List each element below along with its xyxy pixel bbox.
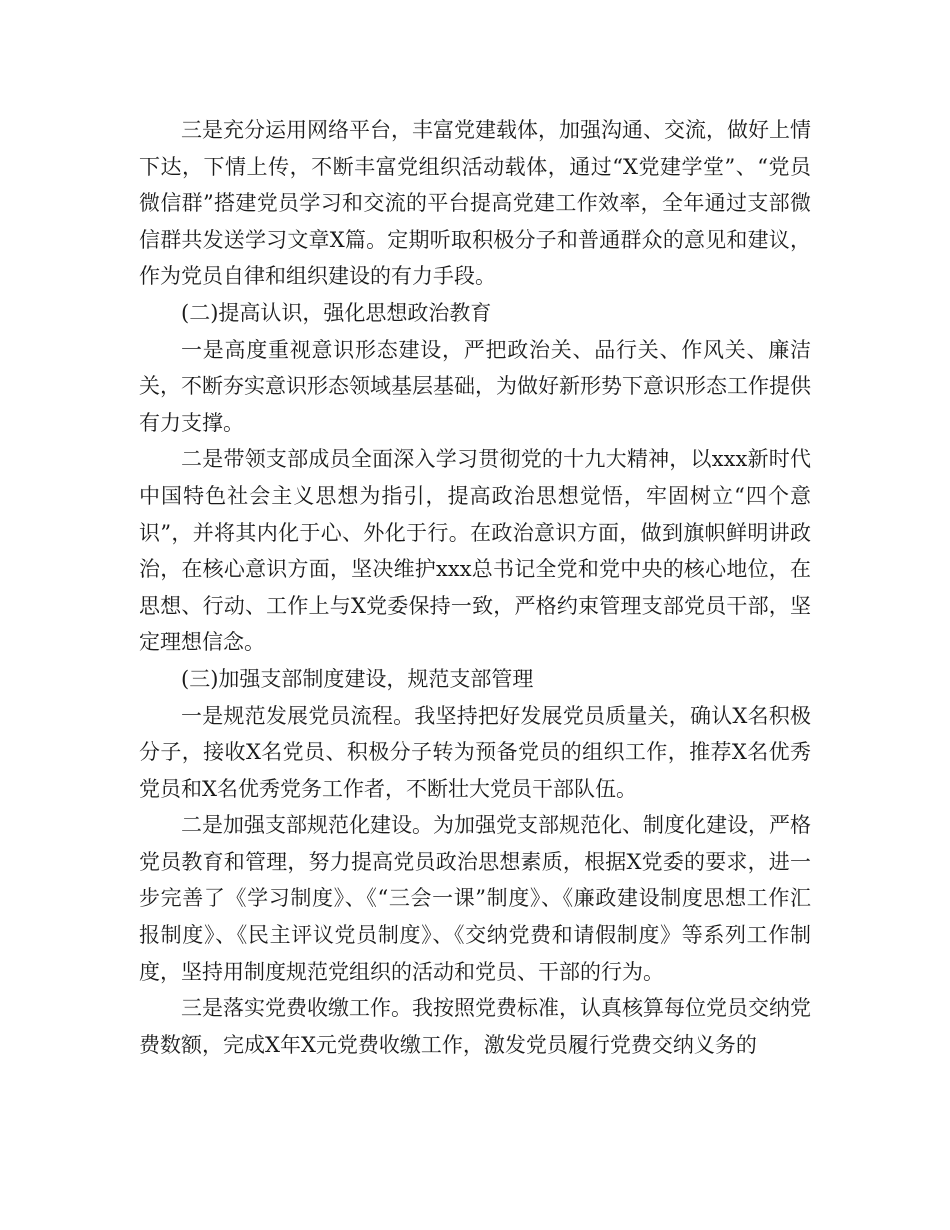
paragraph-ideology: 一是高度重视意识形态建设，严把政治关、品行关、作风关、廉洁关，不断夯实意识形态领域基层基础，为做好新形势下意识形态工作提供有力支撑。	[139, 337, 811, 435]
paragraph-standardization: 二是加强支部规范化建设。为加强党支部规范化、制度化建设，严格党员教育和管理，努力提高党员政治思想素质，根据X党委的要求，进一步完善了《学习制度》、《“三会一课”制度》、《廉政建设制度思想工作汇报制度》、《民主评议党员制度》、《交纳党费和请假制度》等系列工作制度，坚持用制度规范党组织的活动和党员、干部的行为。	[139, 813, 811, 984]
section-heading-2: (二)提高认识，强化思想政治教育	[181, 300, 492, 325]
paragraph-network-platform: 三是充分运用网络平台，丰富党建载体，加强沟通、交流，做好上情下达，下情上传，不断丰富党组织活动载体，通过“X党建学堂”、“党员微信群”搭建党员学习和交流的平台提高党建工作效率，全年通过支部微信群共发送学习文章X篇。定期听取积极分子和普通群众的意见和建议，作为党员自律和组织建设的有力手段。	[139, 118, 811, 289]
section-heading-3: (三)加强支部制度建设，规范支部管理	[181, 666, 534, 691]
paragraph-party-dues: 三是落实党费收缴工作。我按照党费标准，认真核算每位党员交纳党费数额，完成X年X元党费收缴工作，激发党员履行党费交纳义务的	[139, 996, 811, 1057]
document-body	[139, 112, 811, 1063]
paragraph-member-development: 一是规范发展党员流程。我坚持把好发展党员质量关，确认X名积极分子，接收X名党员、积极分子转为预备党员的组织工作，推荐X名优秀党员和X名优秀党务工作者，不断壮大党员干部队伍。	[139, 703, 811, 801]
paragraph-study: 二是带领支部成员全面深入学习贯彻党的十九大精神，以xxx新时代中国特色社会主义思想为指引，提高政治思想觉悟，牢固树立“四个意识”，并将其内化于心、外化于行。在政治意识方面，做到旗帜鲜明讲政治，在核心意识方面，坚决维护xxx总书记全党和党中央的核心地位，在思想、行动、工作上与X党委保持一致，严格约束管理支部党员干部，坚定理想信念。	[139, 447, 811, 655]
